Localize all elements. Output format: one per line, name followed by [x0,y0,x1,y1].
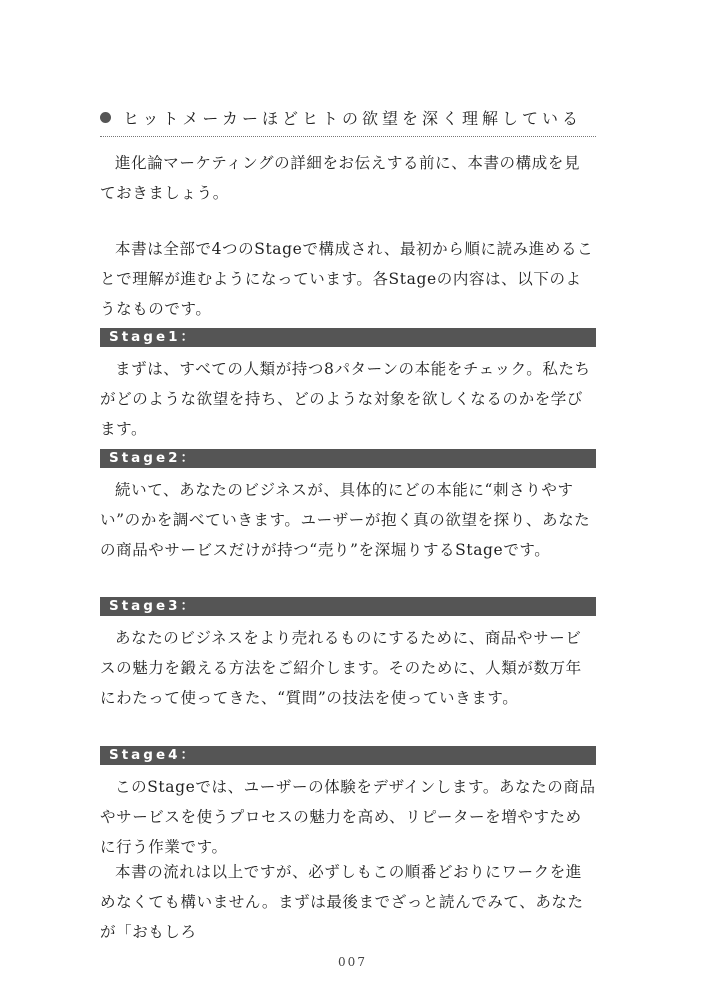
stage-3-label: Stage3： [100,597,596,616]
stage-1-text: まずは、すべての人類が持つ8パターンの本能をチェック。私たちがどのような欲望を持ち、どのような対象を欲しくなるのかを学びます。 [100,360,591,438]
section-heading-text: ヒットメーカーほどヒトの欲望を深く理解している [123,108,583,128]
stage-3-text: あなたのビジネスをより売れるものにするために、商品やサービスの魅力を鍛える方法をご紹介します。そのために、人類が数万年にわたって使ってきた、“質問”の技法を使っていきます。 [100,629,582,707]
stage-4-text: このStageでは、ユーザーの体験をデザインします。あなたの商品やサービスを使うプロセスの魅力を高め、リピーターを増やすために行う作業です。 [100,778,596,856]
intro-paragraph-2: 本書は全部で4つのStageで構成され、最初から順に読み進めることで理解が進むようになっています。各Stageの内容は、以下のようなものです。 [100,240,594,318]
stage-1-label: Stage1： [100,328,596,347]
dotted-divider [100,136,596,137]
stage-2-label: Stage2： [100,449,596,468]
intro-paragraph-1: 進化論マーケティングの詳細をお伝えする前に、本書の構成を見ておきましょう。 [100,154,581,202]
stage-4-label: Stage4： [100,746,596,765]
bullet-icon [100,112,111,123]
closing-paragraph: 本書の流れは以上ですが、必ずしもこの順番どおりにワークを進めなくても構いません。まずは最後までざっと読んでみて、あなたが「おもしろ [100,863,584,941]
section-heading [100,104,596,130]
stage-2-text: 続いて、あなたのビジネスが、具体的にどの本能に“刺さりやすい”のかを調べていきます。ユーザーが抱く真の欲望を探り、あなたの商品やサービスだけが持つ“売り”を深堀りするStageです。 [100,481,591,559]
page-number: 007 [338,955,367,969]
